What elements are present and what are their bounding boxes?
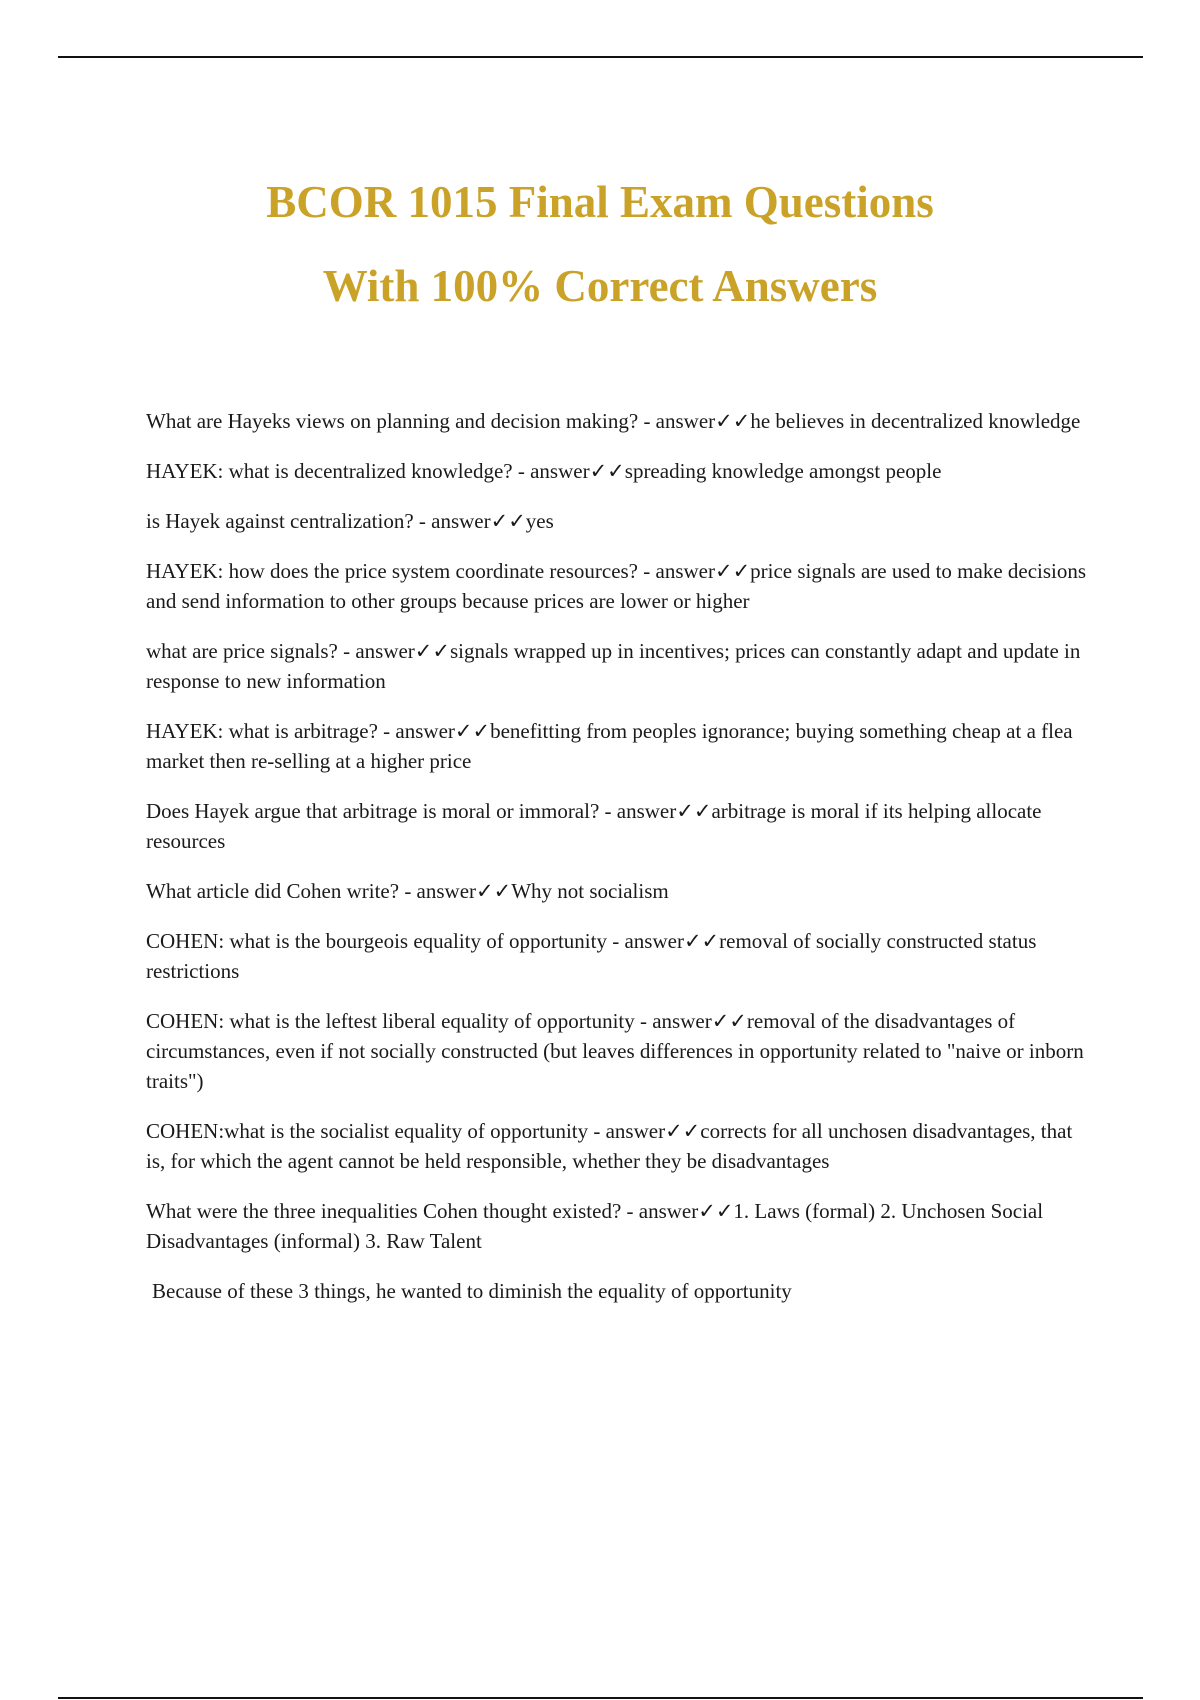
qa-item: What were the three inequalities Cohen thought existed? - answer✓✓1. Laws (formal) 2. Unchosen Social Disadvantages (informal) 3. Raw Talent bbox=[146, 1199, 1044, 1253]
title-line-1: BCOR 1015 Final Exam Questions bbox=[266, 177, 934, 227]
qa-item: COHEN:what is the socialist equality of opportunity - answer✓✓corrects for all unchosen disadvantages, that is, for which the agent cannot be held responsible, whether they be disadvantages bbox=[146, 1119, 1073, 1173]
qa-item: What article did Cohen write? - answer✓✓Why not socialism bbox=[146, 879, 669, 903]
title-line-2: With 100% Correct Answers bbox=[322, 261, 878, 311]
qa-item: COHEN: what is the bourgeois equality of opportunity - answer✓✓removal of socially constructed status restrictions bbox=[146, 929, 1037, 983]
qa-item: Does Hayek argue that arbitrage is moral or immoral? - answer✓✓arbitrage is moral if its helping allocate resources bbox=[146, 799, 1042, 853]
closing-note: Because of these 3 things, he wanted to diminish the equality of opportunity bbox=[152, 1279, 792, 1303]
qa-item: What are Hayeks views on planning and decision making? - answer✓✓he believes in decentralized knowledge bbox=[146, 409, 1081, 433]
qa-list bbox=[146, 406, 1096, 1326]
qa-item: is Hayek against centralization? - answer✓✓yes bbox=[146, 509, 554, 533]
qa-item: COHEN: what is the leftest liberal equality of opportunity - answer✓✓removal of the disadvantages of circumstances, even if not socially constructed (but leaves differences in opportunity related to "naive or inborn traits") bbox=[146, 1009, 1084, 1093]
qa-item: HAYEK: what is decentralized knowledge? - answer✓✓spreading knowledge amongst people bbox=[146, 459, 942, 483]
top-rule bbox=[58, 56, 1143, 58]
qa-item: HAYEK: how does the price system coordinate resources? - answer✓✓price signals are used to make decisions and send information to other groups because prices are lower or higher bbox=[146, 559, 1087, 613]
qa-item: HAYEK: what is arbitrage? - answer✓✓benefitting from peoples ignorance; buying something cheap at a flea market then re-selling at a higher price bbox=[146, 719, 1073, 773]
document-title bbox=[0, 160, 1200, 328]
bottom-rule bbox=[58, 1697, 1143, 1699]
qa-item: what are price signals? - answer✓✓signals wrapped up in incentives; prices can constantly adapt and update in response to new information bbox=[146, 639, 1081, 693]
